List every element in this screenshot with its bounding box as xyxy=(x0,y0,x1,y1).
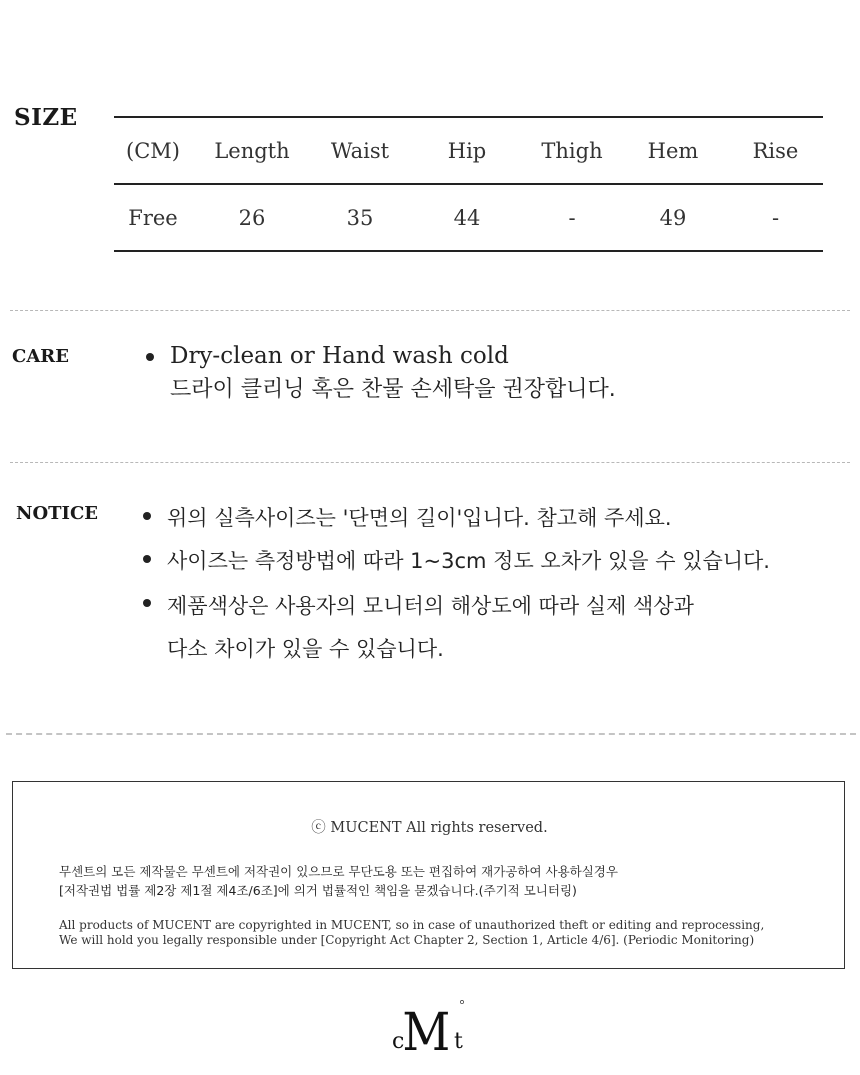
section-divider xyxy=(10,462,850,463)
bullet-icon xyxy=(143,599,151,607)
care-instruction-en: Dry-clean or Hand wash cold xyxy=(170,343,509,369)
header-waist: Waist xyxy=(330,138,390,163)
copyright-notice-en: We will hold you legally responsible under [Copyright Act Chapter 2, Section 1, Article 4/6]. (Periodic Monitoring) xyxy=(59,933,755,947)
bullet-icon xyxy=(143,512,151,520)
care-instruction-ko: 드라이 클리닝 혹은 찬물 손세탁을 권장합니다. xyxy=(170,377,616,402)
notice-item: 사이즈는 측정방법에 따라 1~3cm 정도 오차가 있을 수 있습니다. xyxy=(167,549,770,573)
size-table-header-row xyxy=(114,118,823,183)
copyright-notice-ko: 무센트의 모든 제작물은 무센트에 저작권이 있으므로 무단도용 또는 편집하여 재가공하여 사용하실경우 xyxy=(59,864,618,879)
cell-length: 26 xyxy=(238,205,266,230)
cell-hip: 44 xyxy=(453,205,481,230)
notice-item-continued: 다소 차이가 있을 수 있습니다. xyxy=(167,637,444,661)
cell-hem: 49 xyxy=(659,205,687,230)
header-hem: Hem xyxy=(647,138,699,163)
copyright-title: ⓒ MUCENT All rights reserved. xyxy=(311,820,548,836)
notice-item: 제품색상은 사용자의 모니터의 해상도에 따라 실제 색상과 xyxy=(167,594,694,618)
size-table xyxy=(114,116,823,252)
bullet-icon xyxy=(146,353,154,361)
cell-rise: - xyxy=(771,205,780,230)
cell-size: Free xyxy=(128,205,178,230)
notice-item: 위의 실측사이즈는 '단면의 길이'입니다. 참고해 주세요. xyxy=(167,506,672,530)
bullet-icon xyxy=(143,555,151,563)
logo-letter-m: M xyxy=(402,1001,451,1056)
cell-waist: 35 xyxy=(346,205,374,230)
header-thigh: Thigh xyxy=(541,138,603,163)
logo-letter-c: c xyxy=(392,1029,405,1054)
copyright-notice-ko: [저작권법 법률 제2장 제1절 제4조/6조]에 의거 법률적인 책임을 묻겠습니다.(주기적 모니터링) xyxy=(59,883,577,898)
cell-thigh: - xyxy=(568,205,576,230)
copyright-notice-en: All products of MUCENT are copyrighted in MUCENT, so in case of unauthorized theft or editing and reprocessing, xyxy=(59,918,765,932)
mucent-logo-icon xyxy=(388,996,472,1056)
size-section-title: SIZE xyxy=(14,104,78,131)
section-divider xyxy=(6,733,856,735)
header-unit: (CM) xyxy=(126,138,180,163)
copyright-box xyxy=(12,781,845,969)
notice-section-title: NOTICE xyxy=(16,503,98,524)
care-section-title: CARE xyxy=(12,346,69,367)
section-divider xyxy=(10,310,850,311)
logo-letter-t: t xyxy=(454,1029,463,1054)
table-row xyxy=(114,185,823,250)
table-bottom-rule xyxy=(114,250,823,252)
header-rise: Rise xyxy=(752,138,799,163)
header-hip: Hip xyxy=(447,138,487,163)
logo-ring-icon xyxy=(460,1000,463,1003)
header-length: Length xyxy=(214,138,290,163)
